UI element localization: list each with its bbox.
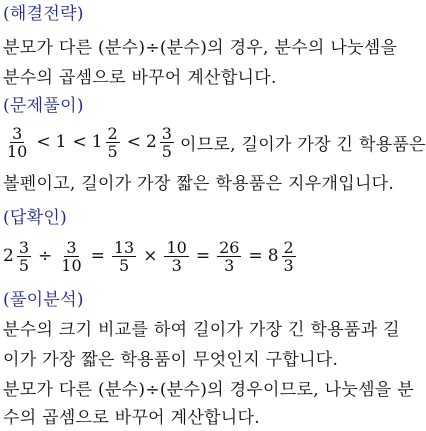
analysis-line-2: 이가 가장 짧은 학용품이 무엇인지 구합니다. bbox=[3, 350, 339, 370]
fraction-3-10 bbox=[5, 125, 29, 160]
numerator: 3 bbox=[66, 237, 77, 257]
denominator: 3 bbox=[283, 255, 294, 275]
less-than-sign: < bbox=[36, 132, 51, 152]
problem-heading: (문제풀이) bbox=[3, 96, 84, 116]
mixed-whole: 2 bbox=[3, 246, 14, 266]
strategy-line-2: 분수의 곱셈으로 바꾸어 계산합니다. bbox=[3, 68, 277, 88]
numerator: 2 bbox=[107, 123, 118, 143]
fraction-10-3 bbox=[164, 239, 188, 274]
fraction-13-5 bbox=[112, 239, 136, 274]
denominator: 5 bbox=[118, 255, 130, 275]
numerator: 3 bbox=[12, 123, 23, 143]
fraction-3-10 bbox=[59, 239, 83, 274]
answer-heading: (답확인) bbox=[3, 208, 68, 228]
problem-line-2: 볼펜이고, 길이가 가장 짧은 학용품은 지우개입니다. bbox=[3, 174, 395, 194]
equals-sign: = bbox=[195, 246, 211, 266]
equals-sign: = bbox=[248, 246, 263, 266]
denominator: 3 bbox=[224, 255, 235, 275]
mixed-whole: 8 bbox=[267, 246, 279, 266]
denominator: 10 bbox=[7, 141, 28, 161]
equals-sign: = bbox=[90, 246, 105, 266]
denominator: 10 bbox=[61, 255, 82, 275]
numerator: 26 bbox=[219, 237, 240, 257]
fraction-3-5 bbox=[160, 125, 174, 160]
mixed-whole: 2 bbox=[145, 132, 157, 152]
fraction-26-3 bbox=[217, 239, 241, 274]
fraction-2-3 bbox=[282, 239, 296, 274]
denominator: 3 bbox=[171, 255, 182, 275]
analysis-line-1: 분수의 크기 비교를 하여 길이가 가장 긴 학용품과 길 bbox=[3, 320, 400, 340]
denominator: 5 bbox=[161, 141, 172, 161]
less-than-sign: < bbox=[72, 132, 87, 152]
fraction-2-5 bbox=[106, 125, 120, 160]
numerator: 2 bbox=[283, 237, 294, 257]
fraction-3-5 bbox=[17, 239, 31, 274]
numerator: 10 bbox=[166, 237, 187, 257]
multiplication-sign: × bbox=[143, 246, 158, 266]
numerator: 13 bbox=[113, 237, 135, 257]
strategy-line-1: 분모가 다른 (분수)÷(분수)의 경우, 분수의 나눗셈을 bbox=[3, 38, 398, 58]
denominator: 5 bbox=[107, 141, 118, 161]
mixed-whole: 1 bbox=[91, 132, 103, 152]
answer-calculation-line bbox=[3, 232, 298, 280]
inequality-expression bbox=[3, 125, 176, 160]
division-sign: ÷ bbox=[38, 246, 53, 266]
analysis-line-3: 분모가 다른 (분수)÷(분수)의 경우이므로, 나눗셈을 분 bbox=[3, 380, 414, 400]
numerator: 3 bbox=[18, 237, 30, 257]
denominator: 5 bbox=[18, 255, 30, 275]
analysis-heading: (풀이분석) bbox=[3, 290, 84, 310]
calculation-expression bbox=[3, 239, 298, 274]
strategy-heading: (해결전략) bbox=[3, 4, 84, 24]
inequality-text: 이므로, 길이가 가장 긴 학용품은 bbox=[179, 134, 426, 155]
problem-inequality-line bbox=[3, 118, 426, 166]
integer-one: 1 bbox=[55, 132, 67, 152]
analysis-line-4: 수의 곱셈으로 바꾸어 계산합니다. bbox=[3, 408, 260, 428]
less-than-sign: < bbox=[126, 132, 141, 152]
numerator: 3 bbox=[161, 123, 172, 143]
